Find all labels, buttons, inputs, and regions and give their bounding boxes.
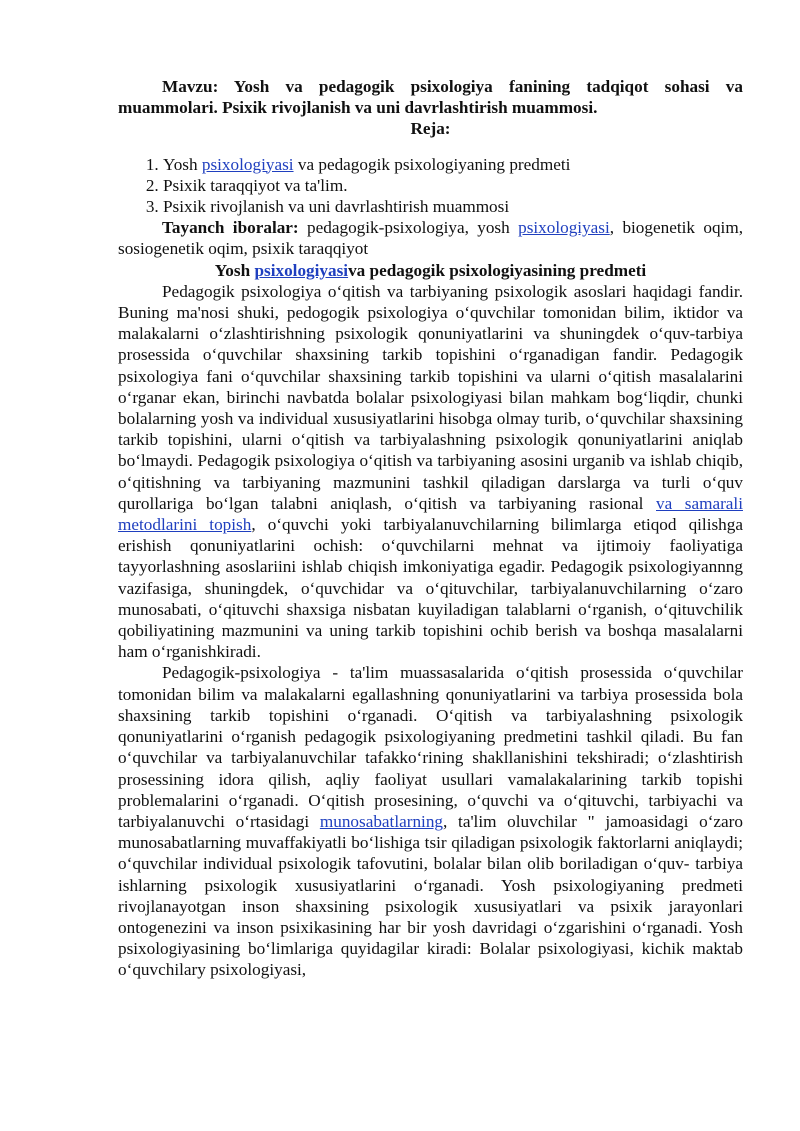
body-paragraph-2: Pedagogik-psixologiya - ta'lim muassasalarida o‘qitish prosessida o‘quvchilar tomonidan bilim va malakalarni egallashning qonuniyatlarini va tarbiya prosessida bola shaxsining tarkib topishini o‘rganadi. O‘qitish va tarbiyalashning psixologik qonuniyatlarini o‘rganish pedagogik psixologiyaning predmetini tashkil qiladi. Bu fan o‘quvchilar va tarbiyalanuvchilar tafakko‘rining shakllanishini tekshiradi; o‘zlashtirish prosessining idora qilish, aqliy faoliyat usullari vamalakalarining tarkib topishi problemalarini o‘rganadi. O‘qitish prosesining, o‘quvchi va o‘qituvchi, tarbiyachi va tarbiyalanuvchi o‘rtasidagi munosabatlarning, ta'lim oluvchilar " jamoasidagi o‘zaro munosabatlarning muvaffakiyatli bo‘lishiga tsir qiladigan psixologik faktorlarni aniqlaydi; o‘quvchilar individual psixologik tafovutini, bolalar bilan olib boriladigan o‘quv- tarbiya ishlarning psixologik xususiyatlarini o‘rganadi. Yosh psixologiyaning predmeti rivojlanayotgan inson shaxsining psixologik xususiyatlari va psixik jarayonlari ontogenezini va inson psixikasining har bir yosh davridagi o‘zgarishini o‘rganadi. Yosh psixologiyasining bo‘limlariga quyidagilar kiradi: Bolalar psixologiyasi, kichik maktab o‘quvchilary psixologiyasi,	[118, 663, 743, 980]
plan-item-1-link[interactable]: psixologiyasi	[201, 154, 294, 174]
keywords-label: Tayanch iboralar:	[162, 218, 299, 238]
section-heading: Yosh psixologiyasiva pedagogik psixologiyasining predmeti	[214, 260, 647, 280]
topic-title-line1	[118, 76, 743, 97]
keywords-link[interactable]: psixologiyasi	[518, 218, 610, 238]
topic-title-line2: muammolari. Psixik rivojlanish va uni davrlashtirish muammosi.	[118, 98, 598, 118]
body-paragraph-1: Pedagogik psixologiya o‘qitish va tarbiyaning psixologik asoslari haqidagi fandir. Buning ma'nosi shuki, pedogogik psixologiya o‘quvchilar tomonidan bilim, iktidor va malakalarni o‘zlashtirishning psixologik qonuniyatlarini va shuningdek o‘quv-tarbiya prosessida o‘quvchilar shaxsining tarkib topishini o‘rganadigan fandir. Pedagogik psixologiya fani o‘quvchilar shaxsining tarkib topishini va ularni o‘qitish masalalarini o‘rganar ekan, birinchi navbatda bolalar psixologiyasi bilan mahkam bog‘liqdir, chunki bolalarning yosh va individual xususiyatlarini hisobga olmay turib, o‘quvchilar shaxsining tarkib topishini, ularni o‘qitish va tarbiyalashning psixologik qonuniyatlarini aniqlab bo‘lmaydi. Pedagogik psixologiya o‘qitish va tarbiyaning asosini urganib va ishlab chiqib, o‘qitishning va tarbiyaning mazmunini tashkil qiladigan darslarga va turli o‘quv qurollariga bo‘lgan talabni aniqlash, o‘qitish va tarbiyaning rasional va samarali metodlarini topish, o‘quvchi yoki tarbiyalanuvchilarning bilimlarga etiqod qilishga erishish qonuniyatlarini ochish: o‘quvchilarni mehnat va ijtimoiy faoliyatiga tayyorlashning asoslariini ishlab chiqish imkoniyatiga egadir. Pedagogik psixologiyannng vazifasiga, shuningdek, o‘quvchidar va o‘qituvchilar, tarbiyalanuvchilarning o‘zaro munosabati, o‘qituvchi shaxsiga nisbatan kuyiladigan talablarni o‘rganish, o‘qituvchilik qobiliyatining mazmunini va uning tarkib topishini ochib berish va boshqa masalalarni ham o‘rganishkiradi.	[118, 281, 743, 662]
plan-item-3: 3. Psixik rivojlanish va uni davrlashtirish muammosi	[163, 196, 743, 217]
keywords-paragraph: Tayanch iboralar: pedagogik-psixologiya, yosh psixologiyasi, biogenetik oqim, sosiogenetik oqim, psixik taraqqiyot	[118, 218, 743, 259]
plan-heading: Reja:	[410, 119, 451, 139]
section-heading-link[interactable]: psixologiyasi	[254, 260, 349, 280]
topic-text: Yosh va pedagogik psixologiya fanining tadqiqot sohasi va	[218, 77, 743, 96]
relations-link[interactable]: munosabatlarning	[319, 811, 444, 831]
plan-item-1: 1. Yosh psixologiyasi va pedagogik psixologiyaning predmeti	[163, 154, 743, 175]
methods-link[interactable]: va samarali metodlarini topish	[118, 493, 743, 535]
topic-label: Mavzu:	[162, 77, 219, 96]
document-page	[118, 76, 743, 981]
plan-item-2: 2. Psixik taraqqiyot va ta'lim.	[163, 175, 743, 196]
plan-list	[118, 154, 743, 218]
